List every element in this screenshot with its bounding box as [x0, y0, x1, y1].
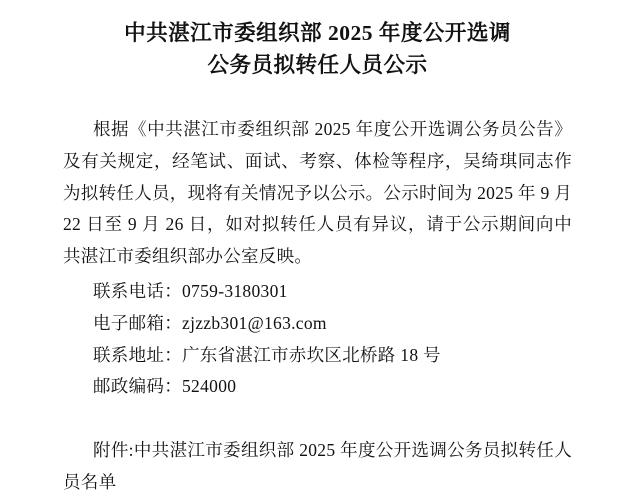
attachment-note — [63, 435, 572, 496]
document-title-line-1: 中共湛江市委组织部 2025 年度公开选调 — [124, 21, 511, 45]
attachment-label: 附件: — [93, 440, 134, 461]
contact-line-address — [63, 340, 572, 372]
document-title-line-2: 公务员拟转任人员公示 — [207, 53, 428, 77]
contact-email-label: 电子邮箱： — [93, 312, 182, 333]
contact-info-block — [63, 276, 572, 403]
contact-postcode-label: 邮政编码： — [93, 376, 182, 397]
contact-email-value: zjzzb301@163.com — [182, 312, 327, 333]
contact-line-postcode — [63, 371, 572, 403]
contact-address-label: 联系地址： — [93, 344, 182, 365]
attachment-text: 中共湛江市委组织部 2025 年度公开选调公务员拟转任人员名单 — [63, 440, 573, 492]
contact-line-email — [63, 308, 572, 340]
contact-phone-label: 联系电话： — [93, 280, 182, 301]
contact-line-phone — [63, 276, 572, 308]
contact-address-value: 广东省湛江市赤坎区北桥路 18 号 — [182, 344, 441, 365]
document-title — [63, 17, 572, 81]
announcement-body-paragraph: 根据《中共湛江市委组织部 2025 年度公开选调公务员公告》及有关规定，经笔试、面试、考察、体检等程序，吴绮琪同志作为拟转任人员，现将有关情况予以公示。公示时间为 2025 年 9 月 22 日至 9 月 26 日，如对拟转任人员有异议，请于公示期间向中共湛江市委组织部办公室反映。 — [63, 119, 572, 267]
contact-postcode-value: 524000 — [182, 376, 237, 397]
contact-phone-value: 0759-3180301 — [182, 280, 288, 301]
